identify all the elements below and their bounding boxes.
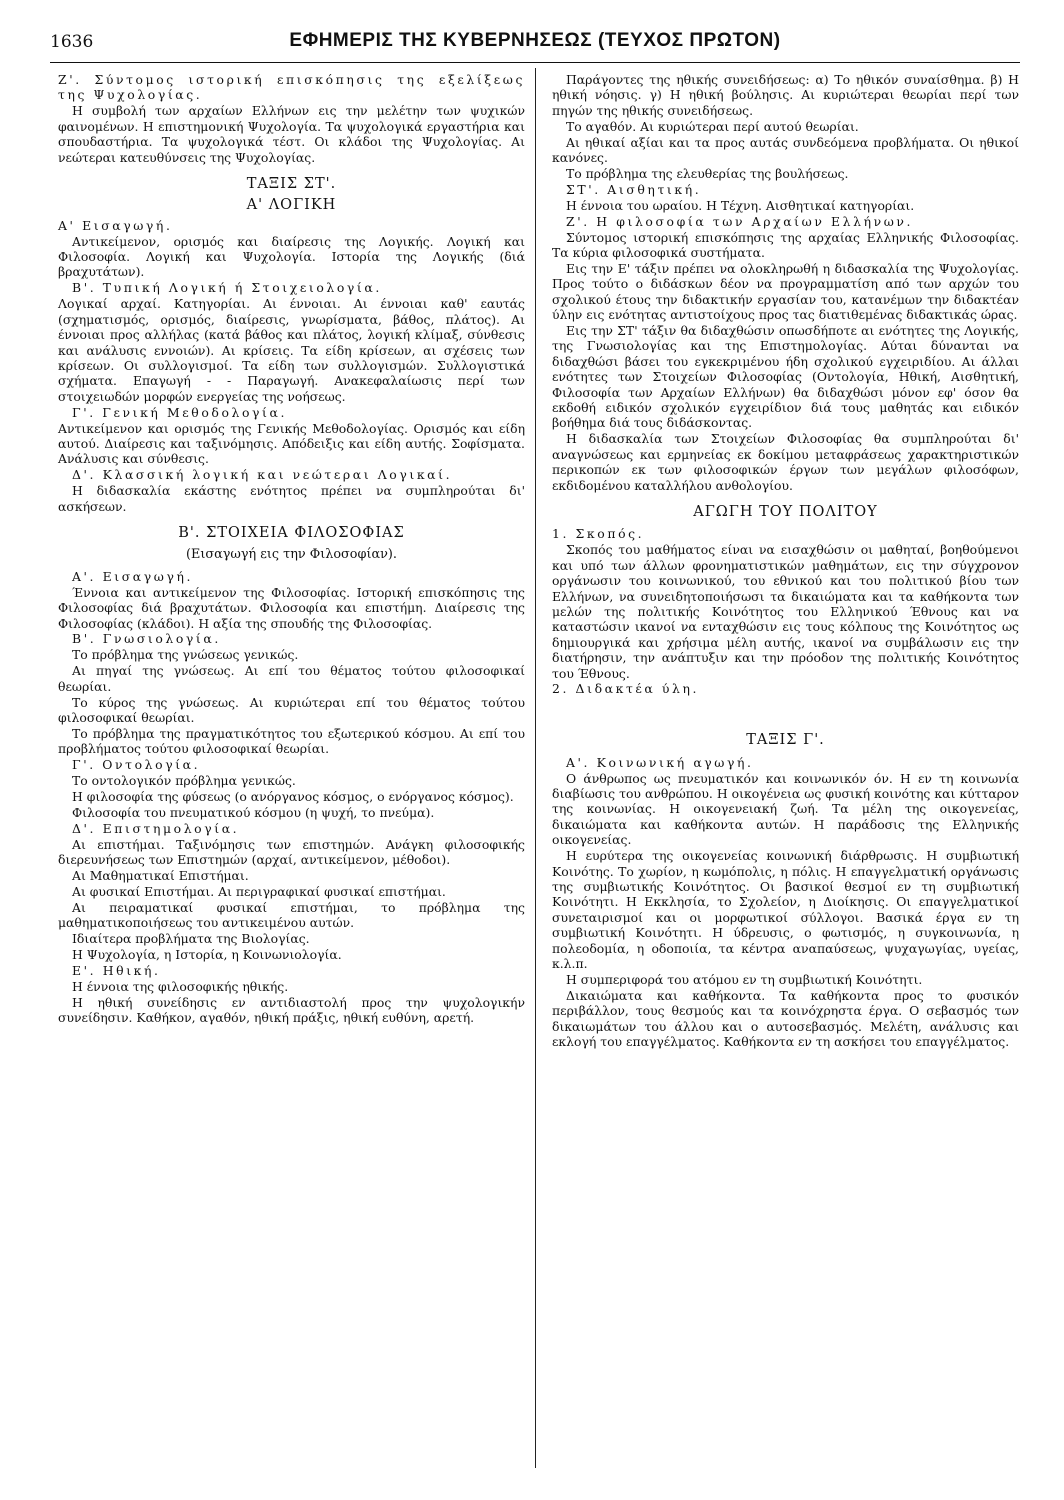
paragraph: Αι Μαθηματικαί Επιστήμαι. — [72, 868, 249, 883]
column-divider — [535, 68, 536, 1468]
paragraph: Έννοια και αντικείμενον της Φιλοσοφίας. Ιστορική επισκόπησις της Φιλοσοφίας διά βραχυτάτων. Φιλοσοφία και επιστήμη. Διαίρεσις της Φιλοσοφίας (κλάδοι). Η αξία της σπουδής της Φιλοσοφίας. — [58, 584, 525, 631]
section-heading: Ζ'. Η φιλοσοφία των Αρχαίων Ελλήνων. — [566, 213, 914, 229]
paragraph: Η Ψυχολογία, η Ιστορία, η Κοινωνιολογία. — [72, 947, 342, 963]
paragraph: Η διδασκαλία των Στοιχείων Φιλοσοφίας θα συμπληρούται δι' αναγνώσεως και ερμηνείας εκ δοκίμου μεταφράσεως χαρακτηριστικών περικοπών εκ των φιλοσοφικών έργων των μεγάλων φιλοσόφων, εκδιδομένου καταλλήλου ανθολογίου. — [552, 431, 1019, 493]
paragraph: Αντικείμενον και ορισμός της Γενικής Μεθοδολογίας. Ορισμός και είδη αυτού. Διαίρεσις και ταξινόμησις. Απόδειξις και είδη αυτής. Σοφίσματα. Ανάλυσις και σύνθεσις. — [58, 420, 525, 467]
paragraph: Το κύρος της γνώσεως. Αι κυριώτεραι επί του θέματος τούτου φιλοσοφικαί θεωρίαι. — [58, 694, 525, 725]
header-rule — [50, 62, 1020, 63]
paragraph: Η ηθική συνείδησις εν αντιδιαστολή προς την ψυχολογικήν συνείδησιν. Καθήκον, αγαθόν, ηθική πράξις, ηθική ευθύνη, αρετή. — [58, 994, 525, 1026]
paragraph: Η διδασκαλία εκάστης ενότητος πρέπει να συμπληρούται δι' ασκήσεων. — [58, 483, 525, 514]
paragraph: Σύντομος ιστορική επισκόπησις της αρχαίας Ελληνικής Φιλοσοφίας. Τα κύρια φιλοσοφικά συστήματα. — [552, 229, 1019, 260]
left-column — [58, 72, 525, 1026]
spacer — [552, 697, 1019, 721]
section-title: ΑΓΩΓΗ ΤΟΥ ΠΟΛΙΤΟΥ — [693, 503, 878, 520]
paragraph: Αι πειραματικαί φυσικαί επιστήμαι, το πρόβλημα της μαθηματικοποιήσεως του αντικειμένου αυτών. — [58, 899, 525, 931]
section-title: Α' ΛΟΓΙΚΗ — [246, 197, 337, 214]
paragraph: Εις την ΣΤ' τάξιν θα διδαχθώσιν οπωσδήποτε αι ενότητες της Λογικής, της Γνωσιολογίας και της Επιστημολογίας. Αύται δύνανται να διδαχθώσι βάσει του εγκεκριμένου ήδη σχολικού εγχειριδίου. Αι άλλαι ενότητες των Στοιχείων Φιλοσοφίας (Οντολογία, Ηθική, Αισθητική, Φιλοσοφία των Αρχαίων Ελλήνων) θα διδαχθώσι μόνον εφ' όσον θα εκδοθή ειδικόν σχολικόν εγχειρίδιον διά τους μαθητάς και ειδικόν βοήθημα διά τους διδάσκοντας. — [552, 323, 1019, 431]
paragraph: Αι πηγαί της γνώσεως. Αι επί του θέματος τούτου φιλοσοφικαί θεωρίαι. — [58, 663, 525, 694]
section-heading: Ζ'. Σύντομος ιστορική επισκόπησις της εξελίξεως της Ψυχολογίας. — [58, 72, 525, 103]
right-column — [552, 72, 1019, 1050]
paragraph: Σκοπός του μαθήματος είναι να εισαχθώσιν οι μαθηταί, βοηθούμενοι και υπό των άλλων φρονηματιστικών μαθημάτων, εις την σύγχρονον οργάνωσιν του κοινωνικού, του εθνικού και του πολιτικού βίου των Ελλήνων, να συνειδητοποιήσωσι τα δικαιώματα και τα καθήκοντα των μελών της πολιτικής Κοινότητος του Ελληνικού Έθνους και να καταστώσιν ικανοί να ενταχθώσιν εις τους κόλπους της Κοινότητος ως δημιουργικά και χρήσιμα μέλη αυτής, ικανοί να συμβάλωσιν εις την διατήρησιν, την ανάπτυξιν και την πρόοδον της πολιτικής Κοινότητος του Έθνους. — [552, 542, 1019, 681]
paragraph: Αντικείμενον, ορισμός και διαίρεσις της Λογικής. Λογική και Φιλοσοφία. Λογική και Ψυχολογία. Ιστορία της Λογικής (διά βραχυτάτων). — [58, 233, 525, 280]
paragraph: Ο άνθρωπος ως πνευματικόν και κοινωνικόν όν. Η εν τη κοινωνία διαβίωσις του ανθρώπου. Η οικογένεια ως φυσική κοινότης και κύτταρον της κοινωνίας. Η οικογενειακή ζωή. Τα μέλη της οικογενείας, δικαιώματα και καθήκοντα αυτών. Η παράδοσις της Ελληνικής οικογενείας. — [552, 770, 1019, 848]
paragraph: Το πρόβλημα της πραγματικότητος του εξωτερικού κόσμου. Αι επί του προβλήματος τούτου φιλοσοφικαί θεωρίαι. — [58, 725, 525, 757]
paragraph: Το πρόβλημα της γνώσεως γενικώς. — [72, 647, 299, 663]
paragraph: Φιλοσοφία του πνευματικού κόσμου (η ψυχή, το πνεύμα). — [72, 804, 435, 820]
page-header — [50, 28, 1020, 58]
section-heading: 2. Διδακτέα ύλη. — [552, 681, 700, 697]
paragraph: Η συμπεριφορά του ατόμου εν τη συμβιωτική Κοινότητι. — [566, 971, 923, 987]
section-title: ΤΑΞΙΣ ΣΤ'. — [246, 175, 337, 192]
paragraph: Το οντολογικόν πρόβλημα γενικώς. — [72, 773, 296, 789]
section-heading: Β'. Τυπική Λογική ή Στοιχειολογία. — [72, 280, 382, 296]
paragraph: Η έννοια της φιλοσοφικής ηθικής. — [72, 978, 289, 994]
paragraph: Το αγαθόν. Αι κυριώτεραι περί αυτού θεωρίαι. — [566, 118, 859, 134]
paragraph: Δικαιώματα και καθήκοντα. Τα καθήκοντα προς το φυσικόν περιβάλλον, τους θεσμούς και τα κοινόχρηστα έργα. Ο σεβασμός των δικαιωμάτων του άλλου και ο αυτοσεβασμός. Μελέτη, ανάλυσις και εκλογή του επαγγέλματος. Καθήκοντα εν τη ασκήσει του επαγγέλματος. — [552, 987, 1019, 1050]
section-heading: Γ'. Οντολογία. — [72, 757, 201, 773]
paragraph: Εις την Ε' τάξιν πρέπει να ολοκληρωθή η διδασκαλία της Ψυχολογίας. Προς τούτο ο διδάσκων δέον να προγραμματίση από των αρχών του σχολικού έτους την διδακτικήν εργασίαν του, κατανέμων την διδακτέαν ύλην εις ενότητας αντιστοίχους προς τας διατιθεμένας διδακτικάς ώρας. — [552, 260, 1019, 323]
page-number: 1636 — [50, 32, 94, 52]
section-subtitle: (Εισαγωγή εις την Φιλοσοφίαν). — [186, 547, 397, 563]
page-title: ΕΦΗΜΕΡΙΣ ΤΗΣ ΚΥΒΕΡΝΗΣΕΩΣ (ΤΕΥΧΟΣ ΠΡΩΤΟΝ) — [289, 30, 781, 51]
paragraph: Το πρόβλημα της ελευθερίας της βουλήσεως. — [566, 165, 849, 181]
paragraph: Η συμβολή των αρχαίων Ελλήνων εις την μελέτην των ψυχικών φαινομένων. Η επιστημονική Ψυχολογία. Τα ψυχολογικά εργαστήρια και σπουδαστήρια. Τα ψυχολογικά τέστ. Οι κλάδοι της Ψυχολογίας. Αι νεώτεραι κατευθύνσεις της Ψυχολογίας. — [58, 103, 525, 165]
paragraph: Παράγοντες της ηθικής συνειδήσεως: α) Το ηθικόν συναίσθημα. β) Η ηθική νόησις. γ) Η ηθική βούλησις. Αι κυριώτεραι θεωρίαι περί των πηγών της ηθικής συνειδήσεως. — [552, 72, 1019, 118]
paragraph: Αι φυσικαί Επιστήμαι. Αι περιγραφικαί φυσικαί επιστήμαι. — [72, 883, 446, 899]
section-heading: Α' Εισαγωγή. — [58, 217, 173, 233]
paragraph: Λογικαί αρχαί. Κατηγορίαι. Αι έννοιαι. Αι έννοιαι καθ' εαυτάς (σχηματισμός, ορισμός, διαίρεσις, γνωρίσματα, βάθος, πλάτος). Αι έννοιαι προς αλλήλας (κατά βάθος και πλάτος, λογική κλίμαξ, σύνθεσις και ανάλυσις εννοιών). Αι κρίσεις. Τα είδη κρίσεων, αι σχέσεις των κρίσεων. Οι συλλογισμοί. Τα είδη των συλλογισμών. Συλλογιστικά σχήματα. Επαγωγή - - Παραγωγή. Ανακεφαλαίωσις περί των στοιχειωδών μορφών ενεργείας της νοήσεως. — [58, 296, 525, 404]
section-heading: Δ'. Επιστημολογία. — [72, 820, 240, 836]
section-heading: ΣΤ'. Αισθητική. — [566, 181, 702, 197]
section-heading: 1. Σκοπός. — [552, 526, 645, 542]
paragraph: Ιδιαίτερα προβλήματα της Βιολογίας. — [72, 931, 310, 947]
paragraph: Αι επιστήμαι. Ταξινόμησις των επιστημών. Ανάγκη φιλοσοφικής διερευνήσεως των Επιστημών (αρχαί, αντικείμενον, μέθοδοι). — [58, 836, 525, 868]
section-title: Β'. ΣΤΟΙΧΕΙΑ ΦΙΛΟΣΟΦΙΑΣ — [178, 524, 405, 541]
section-heading: Δ'. Κλασσική λογική και νεώτεραι Λογικαί. — [72, 467, 453, 483]
paragraph: Η φιλοσοφία της φύσεως (ο ανόργανος κόσμος, ο ενόργανος κόσμος). — [72, 788, 514, 804]
section-heading: Α'. Εισαγωγή. — [72, 568, 194, 584]
paragraph: Αι ηθικαί αξίαι και τα προς αυτάς συνδεόμενα προβλήματα. Οι ηθικοί κανόνες. — [552, 134, 1019, 166]
section-heading: Α'. Κοινωνική αγωγή. — [566, 754, 754, 770]
section-heading: Γ'. Γενική Μεθοδολογία. — [72, 404, 288, 420]
paragraph: Η έννοια του ωραίου. Η Τέχνη. Αισθητικαί κατηγορίαι. — [566, 197, 915, 213]
paragraph: Η ευρύτερα της οικογενείας κοινωνική διάρθρωσις. Η συμβιωτική Κοινότης. Το χωρίον, η κωμόπολις, η πόλις. Η επαγγελματική οργάνωσις της συμβιωτικής Κοινότητος. Οι βασικοί θεσμοί εν τη συμβιωτική Κοινότητι. Η Εκκλησία, το Σχολείον, η Διοίκησις. Οι επαγγελματικοί συνεταιρισμοί και οι μορφωτικοί σύλλογοι. Βασικά έργα εν τη συμβιωτική Κοινότητι. Η ύδρευσις, ο φωτισμός, η συγκοινωνία, η πολεοδομία, η οδοποιία, τα κέντρα αναπαύσεως, ψυχαγωγίας, υγείας, κ.λ.π. — [552, 848, 1019, 972]
section-heading: Β'. Γνωσιολογία. — [72, 631, 221, 647]
section-heading: Ε'. Ηθική. — [72, 962, 161, 978]
section-title: ΤΑΞΙΣ Γ'. — [746, 732, 825, 749]
